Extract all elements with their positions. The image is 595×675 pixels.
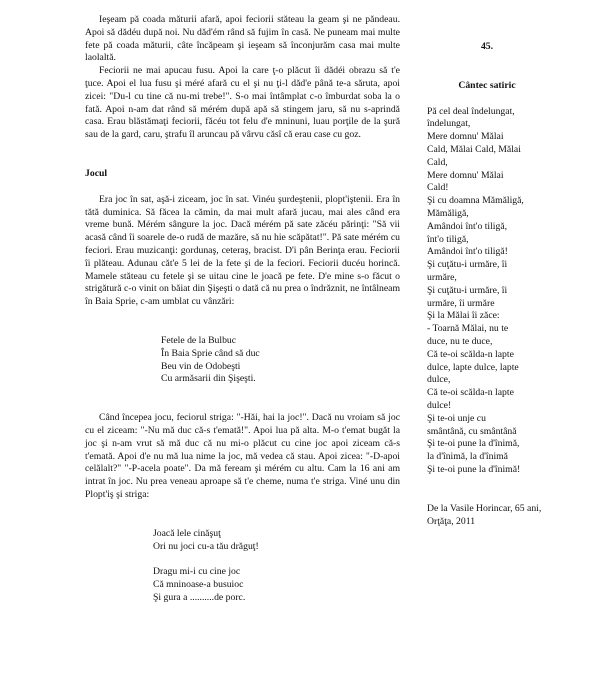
lyric-line: dulce, lapte dulce, lapte bbox=[427, 361, 519, 373]
verse-line: Dragu mi-i cu cine joc bbox=[153, 566, 241, 578]
lyric-line: dulce! bbox=[427, 399, 452, 411]
lyric-line: Şi te-oi unje cu bbox=[427, 412, 486, 424]
lyric-line: Şi te-oi pune la d'înimă, bbox=[427, 438, 520, 450]
lyric-line: Că te-oi scălda-n lapte bbox=[427, 348, 514, 360]
verse-line: Beu vin de Odobeşti bbox=[161, 360, 241, 372]
lyric-line: Cald, Mălai Cald, Mălai bbox=[427, 143, 521, 155]
lyric-line: la d'înimă, la d'înimă bbox=[427, 451, 508, 463]
verse-1 bbox=[161, 335, 400, 386]
verse-line: Fetele de la Bulbuc bbox=[161, 334, 237, 346]
lyric-line: Că te-oi scălda-n lapte bbox=[427, 387, 514, 399]
paragraph-4: Când începea jocu, feciorul striga: "-Hăi, hai la joc!". Dacă nu vroiam să joc cu el ziceam: "-Nu mă duc că-s t'emată!". Apoi lua pă alta. M-o t'emat bugăt la joc şi n-am vrut să mă duc că nu mi-o plăcut cu cine joc apoi ziceam că-s t'emată. Apoi d'e nu mă lua nime la joc, mă vedea că stau. Apoi zicea: "-D-apoi celălalt?" "-P-acela poate". Da mă feream şi mérém cu altu. Cam la 16 ani am intrat în joc. Nu prea veneau aproape să t'e cheme, numa t'e striga. Viné unu din Plopt'iş şi striga: bbox=[85, 412, 400, 500]
verse-line: Ori nu joci cu-a tău drăguţ! bbox=[153, 540, 259, 552]
lyric-line: dulce, bbox=[427, 374, 451, 386]
side-column bbox=[427, 14, 547, 528]
lyric-line: Cald, bbox=[427, 156, 448, 168]
paragraph-2: Feciorii ne mai apucau fusu. Apoi la care ţ-o plăcut îi dădéi obrazu să t'e ţuce. Apoi el lua fusu şi méré afară cu el şi nu ţi-l dăd'e până te-a săruta, apoi zicei: "Du-l cu tine că nu-mi trebe!". S-o mai întâmplat c-o îmburdat soba la o fată. Apoi n-am dat rând să mérém după apă să stingem jaru, să nu s-aprindă casa. Erau blăstămaţi feciorii, făcéu tot felu d'e mninuni, luau porţile de la şură sau de la gard, caru, ştrafu îl aruncau pă vârvu căsî că erau case cu goz. bbox=[85, 65, 400, 141]
verse-line: Cu armăsarii din Şişeşti. bbox=[161, 373, 256, 385]
lyric-line: Amândoi înt'o tiligă! bbox=[427, 246, 508, 258]
verse-line: În Baia Sprie când să duc bbox=[161, 347, 260, 359]
lyric-line: înt'o tiligă, bbox=[427, 233, 469, 245]
lyric-line: Pă cel deal îndelungat, bbox=[427, 105, 515, 117]
song-title: Cântec satiric bbox=[458, 79, 516, 91]
song-number: 45. bbox=[480, 41, 494, 52]
lyric-line: - Toarnă Mălai, nu te bbox=[427, 323, 509, 335]
verse-3 bbox=[153, 566, 400, 604]
song-lyrics bbox=[427, 106, 547, 477]
lyric-line: Cald! bbox=[427, 182, 449, 194]
lyric-line: Amândoi înt'o tiligă, bbox=[427, 220, 508, 232]
section-heading-jocul: Jocul bbox=[85, 167, 108, 179]
lyric-line: Şi cu doamna Mămăligă, bbox=[427, 195, 524, 207]
main-column bbox=[85, 14, 400, 605]
lyric-line: Şi cuţătu-i urmăre, îi bbox=[427, 259, 508, 271]
paragraph-3: Era joc în sat, aşă-i ziceam, joc în sat. Vinéu şurdeştenii, plopt'iştenii. Era în tătă duminica. Să făcea la cămin, da mai mult afară jucau, mai ales când era vreme bună. Mérém sângure la joc. Dacă mérém pă sate zăcéu părinţi: "Să vii acasă când îi soarele de-o rudă de mazăre, să nu hie scăpătat!". Pă sate mérém cu feciori. Erau muzicanţi: gordunaş, ceteraş, bracist. D'i pân Berinţa erau. Feciorii îi plăteau. Adunau căt'e 5 lei de la fete şi de la feciori. Feciorii ducéu horincă. Mamele stăteau cu fetele şi se uitau cine le joacă pe fete. D'e mine s-o făcut o strigătură c-o vinit on băiat din Şişeşti o dată că nu prea o îndrăznit, ne întâlneam în Baia Sprie, c-am umblat cu vânzări: bbox=[85, 193, 400, 308]
lyric-line: Mere domnu' Mălai bbox=[427, 131, 504, 143]
lyric-line: duce, nu te duce, bbox=[427, 335, 493, 347]
lyric-line: Mămăligă, bbox=[427, 207, 469, 219]
paragraph-1: Ieşeam pă coada măturii afară, apoi feciorii stăteau la geam şi ne păndeau. Apoi să dădéu după noi. Nu dăd'ém rând să fujim în casă. Ne puneam mai multe fete pă coada măturii, câte încăpeam şi ieşeam să înconjurăm casa mai multe laolaltă. bbox=[85, 14, 400, 64]
verse-2 bbox=[153, 528, 400, 554]
lyric-line: Şi cuţătu-i urmăre, îi bbox=[427, 284, 508, 296]
lyric-line: îndelungat, bbox=[427, 118, 471, 130]
lyric-line: Şi la Mălai îi zăce: bbox=[427, 310, 500, 322]
lyric-line: urmăre, bbox=[427, 271, 457, 283]
lyric-line: Şi te-oi pune la d'înimă! bbox=[427, 463, 521, 475]
verse-line: Joacă lele cinăşuţ bbox=[153, 527, 221, 539]
song-source: De la Vasile Horincar, 65 ani, Orţăţa, 2011 bbox=[427, 502, 542, 527]
lyric-line: urmăre, îi urmăre bbox=[427, 297, 495, 309]
lyric-line: smântână, cu smântână bbox=[427, 425, 517, 437]
lyric-line: Mere domnu' Mălai bbox=[427, 169, 504, 181]
verse-line: Şi gura a ..........de porc. bbox=[153, 591, 246, 603]
verse-line: Că mninoase-a busuioc bbox=[153, 579, 244, 591]
